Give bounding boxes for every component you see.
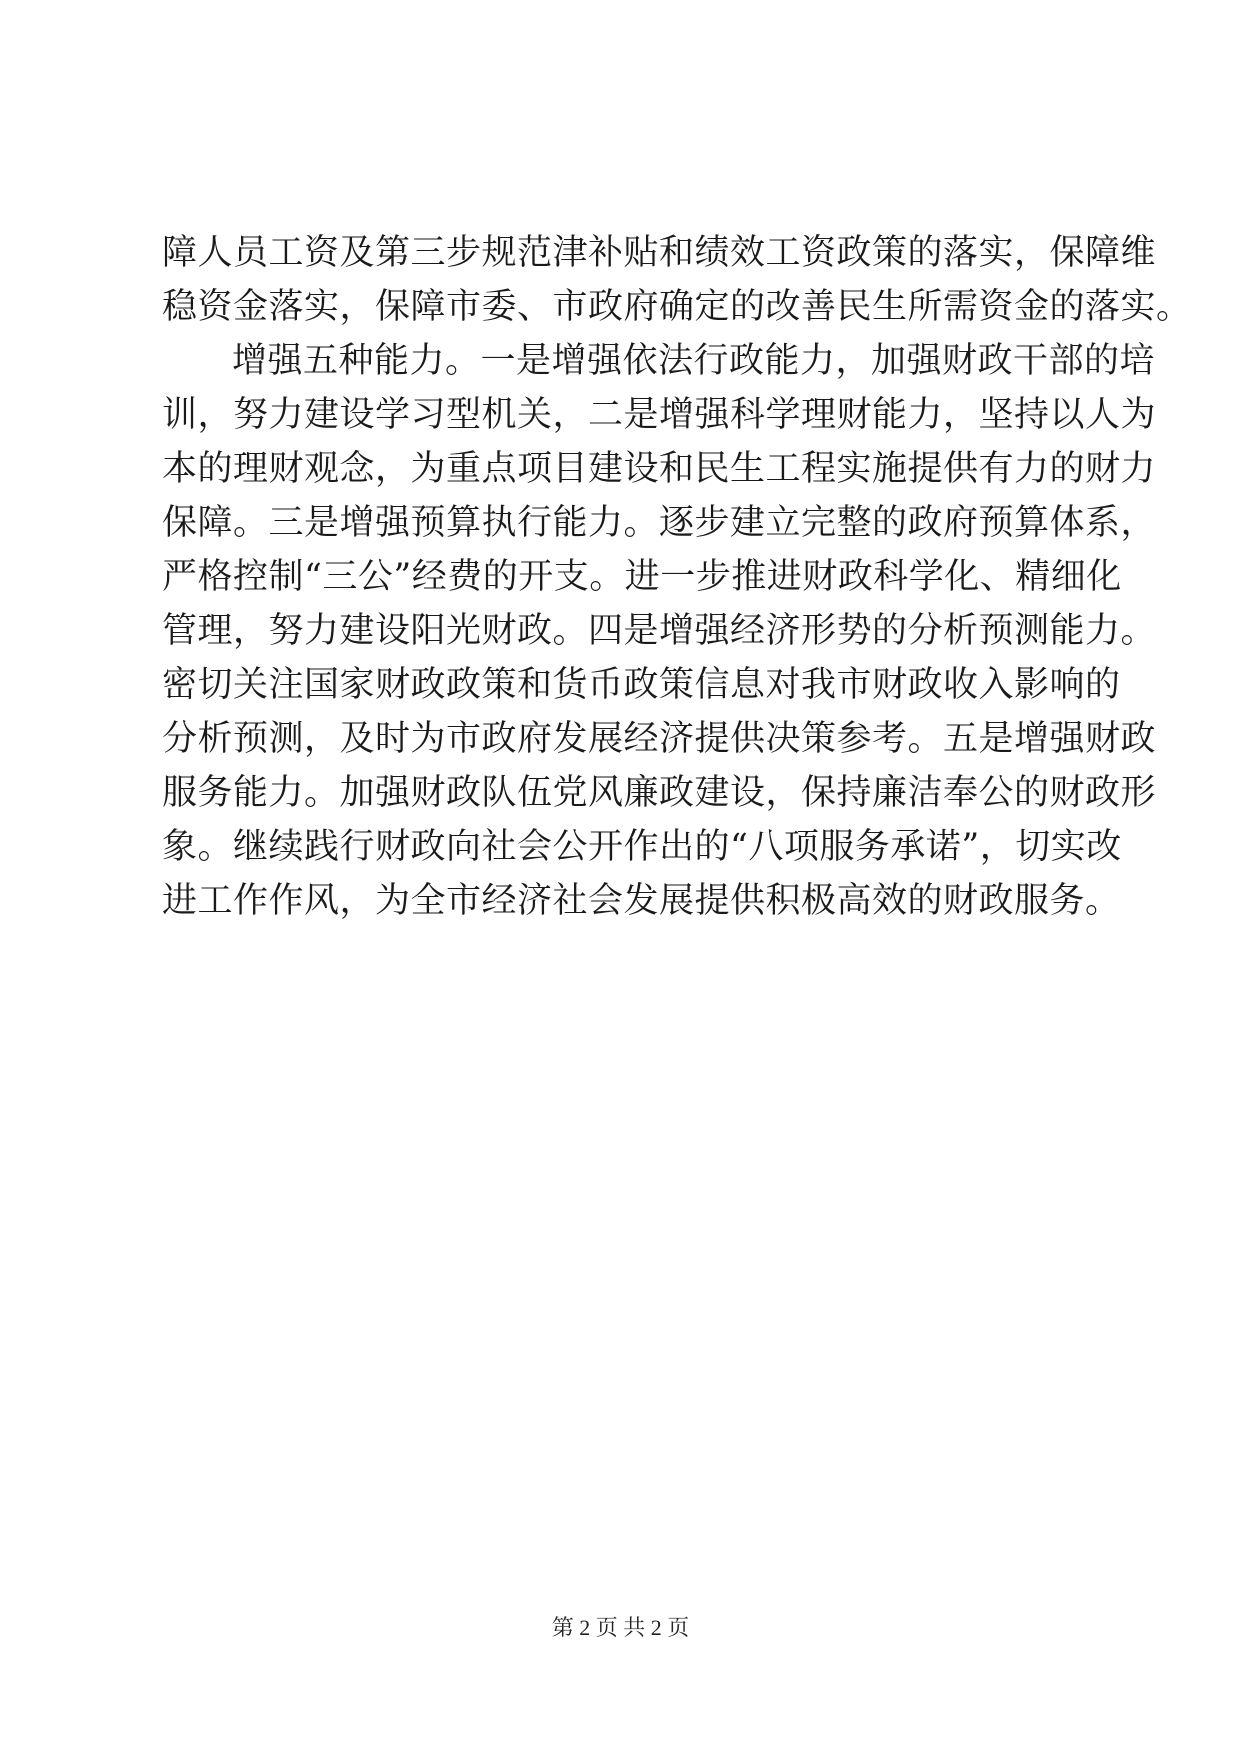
- text-line: 本的理财观念，为重点项目建设和民生工程实施提供有力的财力: [162, 449, 1157, 489]
- text-line: 障人员工资及第三步规范津补贴和绩效工资政策的落实，保障维: [162, 233, 1157, 273]
- paragraph-start-line: 增强五种能力。一是增强依法行政能力，加强财政干部的培: [232, 341, 1156, 381]
- text-line: 分析预测，及时为市政府发展经济提供决策参考。五是增强财政: [162, 719, 1157, 759]
- text-line: 严格控制“三公”经费的开支。进一步推进财政科学化、精细化: [162, 557, 1122, 597]
- text-line: 服务能力。加强财政队伍党风廉政建设，保持廉洁奉公的财政形: [162, 773, 1157, 813]
- text-line: 保障。三是增强预算执行能力。逐步建立完整的政府预算体系，: [162, 503, 1157, 543]
- text-line: 管理，努力建设阳光财政。四是增强经济形势的分析预测能力。: [162, 611, 1157, 651]
- text-line: 进工作作风，为全市经济社会发展提供积极高效的财政服务。: [162, 881, 1121, 921]
- text-line: 训，努力建设学习型机关，二是增强科学理财能力，坚持以人为: [162, 395, 1157, 435]
- text-line: 密切关注国家财政政策和货币政策信息对我市财政收入影响的: [162, 665, 1121, 705]
- text-line: 象。继续践行财政向社会公开作出的“八项服务承诺”，切实改: [162, 827, 1122, 867]
- page-number-footer: 第 2 页 共 2 页: [551, 1615, 690, 1640]
- text-line: 稳资金落实，保障市委、市政府确定的改善民生所需资金的落实。: [162, 287, 1192, 327]
- body-text: [162, 226, 1192, 928]
